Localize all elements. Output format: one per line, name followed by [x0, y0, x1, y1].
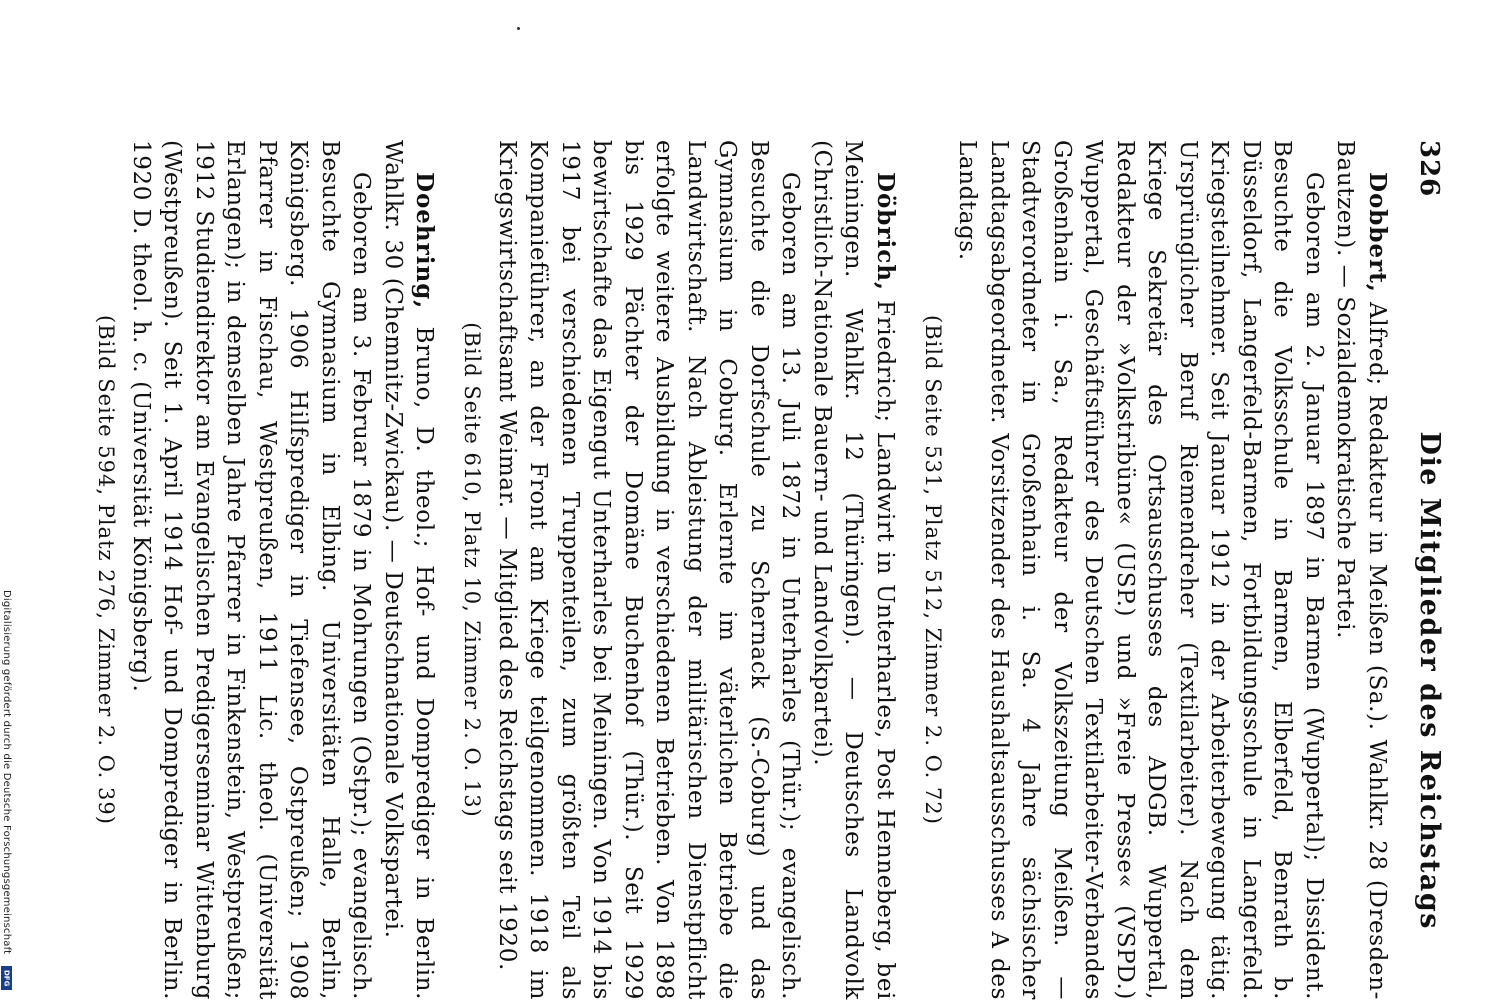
entry-intro [377, 140, 441, 1000]
entry-intro-text: Bruno, D. theol.; Hof- und Domprediger in Berlin. Wahlkr. 30 (Chemnitz-Zwickau). — Deutschnationale Volkspartei. [380, 140, 438, 1000]
entry-doehring [95, 140, 441, 1000]
entry-intro [806, 140, 902, 1000]
entry-ref: (Bild Seite 610, Platz 10, Zimmer 2. O. 13) [460, 322, 485, 818]
rotated-page [94, 140, 1445, 1000]
entry-intro-text: Alfred; Redakteur in Meißen (Sa.). Wahlkr. 28 (Dresden-Bautzen). — Sozialdemokratische Partei. [1332, 140, 1390, 1000]
funding-note-text: Digitalisierung gefördert durch die Deutsche Forschungsgemeinschaft [1, 590, 12, 955]
entry-name: Döbrich, [872, 172, 899, 291]
entry-body: Geboren am 13. Juli 1872 in Unterharles (Thür.); evangelisch. Besuchte die Dorfschule zu Schernack (S.-Coburg) und das Gymnasium in Coburg. Erlernte im väterlichen Betriebe die Landwirtschaft. Nach Ableistung der militärischen Dienstpflicht erfolgte weitere Ausbildung in verschiedenen Betrieben. Von 1898 bis 1929 Pächter der Domäne Buchenhof (Thür.). Seit 1929 bewirtschafte das Eigengut Unterharles bei Meiningen. Von 1914 bis 1917 bei verschiedenen Truppenteilen, zum größten Teil als Kompanieführer, an der Front am Kriege teilgenommen. 1918 im Kriegswirtschaftsamt Weimar. — Mitglied des Reichstags seit 1920. [494, 140, 804, 1000]
entry-ref: (Bild Seite 594, Platz 276, Zimmer 2. O. 39) [94, 315, 119, 825]
page-content [94, 140, 1445, 1000]
entry-intro-text: Friedrich; Landwirt in Unterharles, Post Henneberg, bei Meiningen. Wahlkr. 12 (Thüringen). — Deutsches Landvolk (Christlich-Nationale Bauern- und Landvolkpartei). [809, 140, 898, 1000]
entry-dobbert [921, 140, 1393, 1000]
page-speck [517, 27, 520, 30]
entry-body: Geboren am 2. Januar 1897 in Barmen (Wuppertal); Dissident. Besuchte die Volksschule in Barmen, Elberfeld, Benrath b. Düsseldorf, Langerfeld-Barmen, Fortbildungsschule in Langerfeld. Kriegsteilnehmer. Seit Januar 1912 in der Arbeiterbewegung tätig. Ursprünglicher Beruf Riemendreher (Textilarbeiter). Nach dem Kriege Sekretär des Ortsausschusses des ADGB. Wuppertal, Redakteur der »Volkstribüne« (USP.) und »Freie Presse« (VSPD.) Wuppertal, Geschäftsführer des Deutschen Textilarbeiter-Verbandes Großenhain i. Sa., Redakteur der Volkszeitung Meißen. — Stadtverordneter in Großenhain i. Sa. 4 Jahre sächsischer Landtagsabgeordneter. Vorsitzender des Haushaltsausschusses A des Landtags. [954, 140, 1327, 1000]
entry-doebrich [461, 140, 902, 1000]
running-head: Die Mitglieder des Reichstags [1414, 431, 1445, 930]
page-header [1401, 140, 1445, 1000]
funding-note [0, 590, 12, 990]
entry-name: Doehring, [411, 172, 439, 310]
entry-body: Geboren am 3. Februar 1879 in Mohrungen (Ostpr.); evangelisch. Besuchte Gymnasium in Elbing. Universitäten Halle, Berlin, Königsberg. 1906 Hilfsprediger in Tiefensee, Ostpreußen; 1908 Pfarrer in Fischau, Westpreußen, 1911 Lic. theol. (Universität Erlangen); in demselben Jahre Pfarrer in Finkenstein, Westpreußen; 1912 Studiendirektor am Evangelischen Predigerseminar Wittenburg (Westpreußen). Seit 1. April 1914 Hof- und Domprediger in Berlin. 1920 D. theol. h. c. (Universität Königsberg). [128, 140, 375, 1000]
page-number: 326 [1414, 140, 1444, 198]
entry-intro [1329, 140, 1393, 1000]
dfg-logo: DFG [1, 966, 12, 990]
entry-ref: (Bild Seite 531, Platz 512, Zimmer 2. O. 72) [921, 315, 945, 825]
entry-name: Dobbert, [1364, 172, 1391, 293]
